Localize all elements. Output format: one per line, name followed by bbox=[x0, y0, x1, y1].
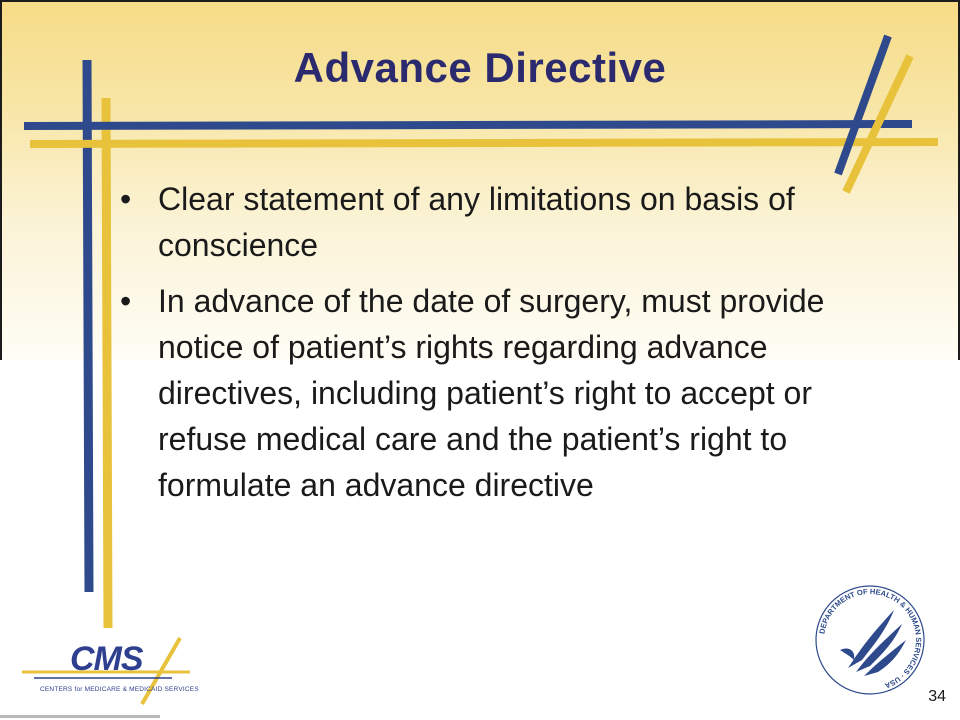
bullet-item bbox=[120, 176, 880, 268]
hhs-seal-icon bbox=[810, 580, 930, 700]
bullet-list bbox=[120, 176, 880, 518]
page-number: 34 bbox=[928, 688, 946, 705]
vertical-gold-stripe bbox=[106, 98, 108, 628]
cms-logo-subtitle: CENTERS for MEDICARE & MEDICAID SERVICES bbox=[40, 686, 199, 693]
horizontal-blue-stripe bbox=[24, 124, 912, 126]
bottom-divider bbox=[0, 715, 160, 718]
bullet-item bbox=[120, 278, 880, 508]
bullet-marker: • bbox=[120, 181, 132, 217]
bullet-marker: • bbox=[120, 283, 132, 319]
vertical-blue-stripe bbox=[87, 60, 89, 592]
bullet-text: Clear statement of any limitations on basis of conscience bbox=[158, 181, 795, 263]
slide-title: Advance Directive bbox=[293, 44, 667, 91]
svg-text:DEPARTMENT OF HEALTH & HUMAN S: DEPARTMENT OF HEALTH & HUMAN SERVICES · USA bbox=[817, 586, 924, 691]
cms-logo-text: CMS bbox=[70, 640, 143, 678]
bullet-text: In advance of the date of surgery, must provide notice of patient’s rights regarding advance directives, including patient’s right to accept or refuse medical care and the patient’s right to formulate an advance directive bbox=[158, 283, 825, 503]
horizontal-gold-stripe bbox=[30, 142, 938, 144]
